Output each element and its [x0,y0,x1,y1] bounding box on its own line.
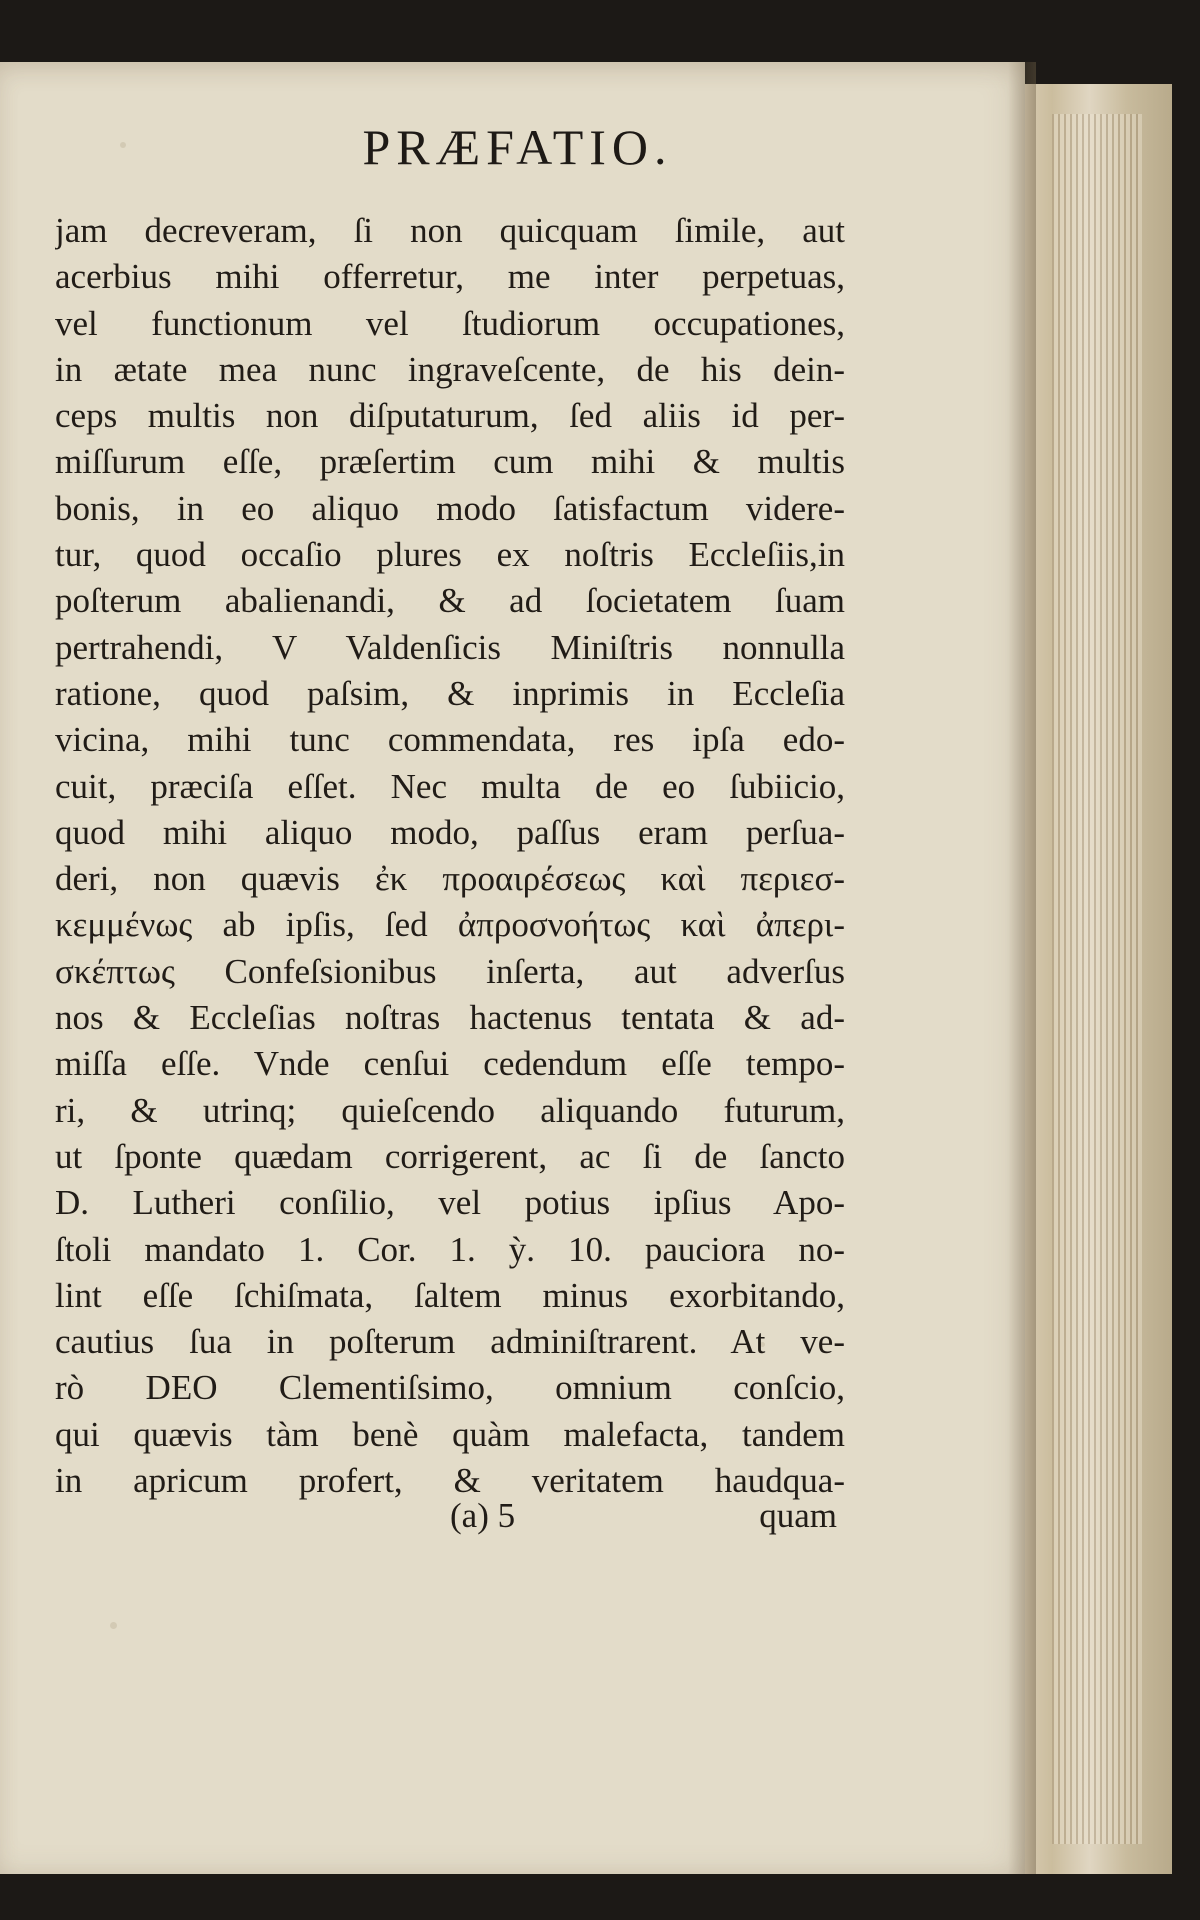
text-line: jam decreveram, ſi non quicquam ſimile, aut [55,211,845,250]
text-line: κεμμένως ab ipſis, ſed ἀπροσνοήτως καὶ ἀπερι- [55,905,845,945]
running-head: PRÆFATIO. [362,119,673,175]
text-line: σκέπτως Confeſsionibus inſerta, aut adverſus [55,951,845,991]
text-line: ratione, quod paſsim, & inprimis in Eccleſia [55,673,845,713]
text-line: acerbius mihi offerretur, me inter perpetuas, [55,257,845,297]
page-gutter-shadow [1008,62,1036,1874]
paper-spot [110,1622,117,1629]
text-line: lint eſſe ſchiſmata, ſaltem minus exorbitando, [55,1275,845,1315]
text-line: qui quævis tàm benè quàm malefacta, tandem [55,1414,845,1454]
catchword: quam [759,1496,837,1535]
text-line: deri, non quævis ἐκ προαιρέσεως καὶ περιεσ- [55,859,845,899]
page-edges [1020,84,1172,1874]
text-line: poſterum abalienandi, & ad ſocietatem ſuam [55,581,845,621]
text-line: vel functionum vel ſtudiorum occupationes, [55,303,845,343]
text-line: ut ſponte quædam corrigerent, ac ſi de ſancto [55,1136,845,1176]
text-line: vicina, mihi tunc commendata, res ipſa edo- [55,720,845,760]
text-line: bonis, in eo aliquo modo ſatisfactum videre- [55,488,845,528]
text-line: in ætate mea nunc ingraveſcente, de his dein- [55,349,845,389]
text-line: cautius ſua in poſterum adminiſtrarent. At ve- [55,1322,845,1362]
page-footer [55,1496,845,1542]
text-line: quod mihi aliquo modo, paſſus eram perſua- [55,812,845,852]
text-line: tur, quod occaſio plures ex noſtris Eccleſiis,in [55,535,845,575]
text-line: miſſa eſſe. Vnde cenſui cedendum eſſe tempo- [55,1044,845,1084]
signature-mark: (a) 5 [450,1496,516,1535]
body-text [55,208,845,1504]
text-line: in apricum profert, & veritatem haudqua- [55,1461,845,1501]
text-line: pertrahendi, V Valdenſicis Miniſtris nonnulla [55,627,845,667]
text-line: ri, & utrinq; quieſcendo aliquando futurum, [55,1090,845,1130]
text-line: miſſurum eſſe, præſertim cum mihi & multis [55,442,845,482]
text-line: ſtoli mandato 1. Cor. 1. ỳ. 10. pauciora no- [55,1229,845,1269]
text-line: cuit, præciſa eſſet. Nec multa de eo ſubiicio, [55,766,845,806]
text-line: nos & Eccleſias noſtras hactenus tentata & ad- [55,998,845,1038]
text-line: rò DEO Clementiſsimo, omnium conſcio, [55,1368,845,1408]
text-line: ceps multis non diſputaturum, ſed aliis id per- [55,396,845,436]
text-line: D. Lutheri conſilio, vel potius ipſius Apo- [55,1183,845,1223]
